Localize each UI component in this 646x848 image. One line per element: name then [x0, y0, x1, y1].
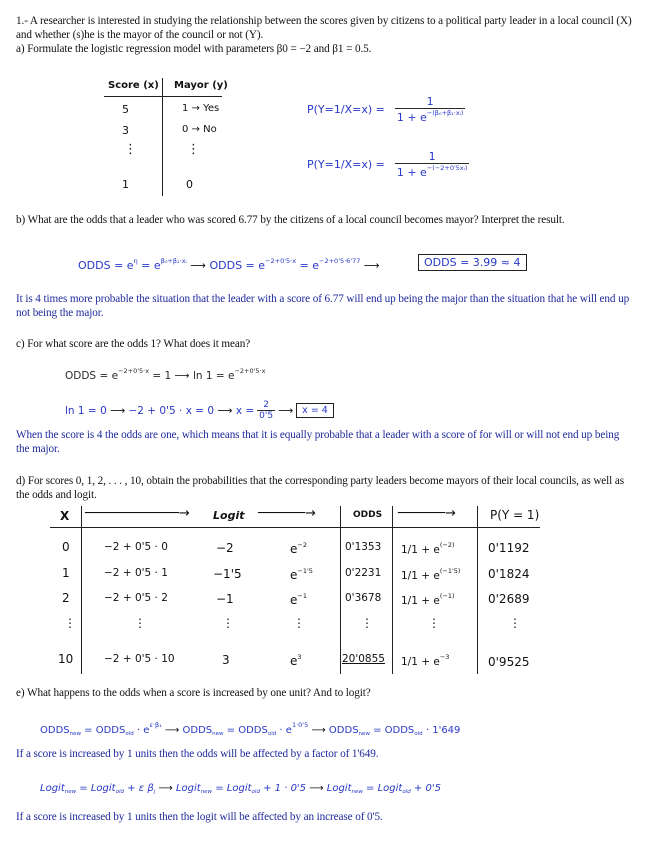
row-0-pformula: $1/1 + e^{(-2)}$ [401, 541, 455, 556]
row-3-pformula: ⋮ [428, 616, 440, 630]
row-1-logit: −1'5 [213, 567, 242, 581]
small-row-1-score: 5 [122, 103, 129, 116]
row-1-expr: −2 + 0'5 · 1 [104, 567, 168, 579]
row-2-exp: $e^{-1}$ [290, 592, 307, 607]
row-4-exp: $e^3$ [290, 653, 302, 668]
row-4-pformula: $1/1 + e^{-3}$ [401, 653, 450, 668]
part-e-prompt: e) What happens to the odds when a score is increased by one unit? And to logit? [16, 687, 371, 699]
row-1-prob: 0'1824 [488, 567, 530, 581]
logit-change-equation: Logit$_{new}$ = Logit$_{old}$ + ε $\beta_j$ ⟶ Logit$_{new}$ = Logit$_{old}$ + 1 · 0'5 ⟶ Logit$_{new}$ = Logit$_{old}$ + 0'5 [40, 783, 441, 795]
odds-equation-c1: ODDS = $e^{-2+0'5\cdot x} = 1$ ⟶ $\ln 1 = e^{-2+0'5\cdot x}$ [65, 367, 266, 382]
part-d-prompt: d) For scores 0, 1, 2, . . . , 10, obtain the probabilities that the corresponding party leaders become mayors of their local councils, as well as the odds and logit. [16, 475, 625, 501]
row-2-expr: −2 + 0'5 · 2 [104, 592, 168, 604]
row-0-exp: $e^{-2}$ [290, 541, 307, 556]
row-4-expr: −2 + 0'5 · 10 [104, 653, 175, 665]
row-0-logit: −2 [216, 541, 234, 555]
row-3-expr: ⋮ [134, 616, 146, 630]
row-0-odds: 0'1353 [345, 541, 382, 553]
row-1-x: 1 [62, 566, 70, 580]
mayor-header: Mayor (y) [174, 80, 228, 91]
row-3-logit: ⋮ [222, 616, 234, 630]
small-row-3-score: ⋮ [124, 142, 137, 157]
header-arrow-2: ──────→ [258, 506, 316, 521]
row-0-x: 0 [62, 540, 70, 554]
row-3-odds: ⋮ [361, 616, 373, 630]
row-2-prob: 0'2689 [488, 592, 530, 606]
row-2-pformula: $1/1 + e^{(-1)}$ [401, 592, 455, 607]
small-row-2-score: 3 [122, 124, 129, 137]
row-0-expr: −2 + 0'5 · 0 [104, 541, 168, 553]
model-general: P(Y=1/X=x) = $\frac{1}{1 + e^{-(\beta_0+\beta_1\cdot xᵢ)}}$ [307, 95, 464, 124]
odds-result-box: ODDS = 3.99 ≈ 4 [418, 254, 527, 271]
part-a-prompt: a) Formulate the logistic regression model with parameters β0 = −2 and β1 = 0.5. [16, 43, 372, 55]
part-c-prompt: c) For what score are the odds 1? What does it mean? [16, 338, 251, 350]
small-row-1-mayor: 1 → Yes [182, 103, 220, 114]
row-0-prob: 0'1192 [488, 541, 530, 555]
score-header: Score (x) [108, 80, 159, 91]
header-logit: Logit [213, 509, 245, 522]
model-fitted: P(Y=1/X=x) = $\frac{1}{1 + e^{-(-2+0'5xᵢ)}}$ [307, 150, 468, 179]
row-3-x: ⋮ [64, 616, 76, 630]
part-b-prompt: b) What are the odds that a leader who was scored 6.77 by the citizens of a local council becomes mayor? Interpret the result. [16, 214, 565, 226]
row-4-logit: 3 [222, 653, 230, 667]
header-odds: ODDS [353, 510, 383, 520]
part-b-answer: It is 4 times more probable the situation that the leader with a score of 6.77 will end up being the major than the situation that he will end up not being the major. [16, 293, 630, 319]
part-c-answer: When the score is 4 the odds are one, which means that it is equally probable that a leader with a score of for will or will not end up being the major. [16, 429, 620, 455]
score-result-box: x = 4 [296, 403, 334, 418]
logit-change-answer: If a score is increased by 1 units then the logit will be affected by an increase of 0'5. [16, 811, 383, 823]
header-arrow-3: ──────→ [398, 506, 456, 521]
odds-equation-c2: ln 1 = 0 ⟶ −2 + 0'5 · x = 0 ⟶ x = $\frac{2}{0'5}$ ⟶ x = 4 [65, 400, 334, 421]
row-2-odds: 0'3678 [345, 592, 382, 604]
odds-equation-b: ODDS = $e^\eta = e^{\beta_0+\beta_1\cdot xᵢ}$ ⟶ ODDS = $e^{-2+0'5\cdot x} = e^{-2+0'5\cdot 6'77}$ ⟶ [78, 257, 380, 272]
small-row-4-mayor: 0 [186, 178, 193, 191]
small-row-4-score: 1 [122, 178, 129, 191]
row-2-x: 2 [62, 591, 70, 605]
row-2-logit: −1 [216, 592, 234, 606]
row-1-pformula: $1/1 + e^{(-1'5)}$ [401, 567, 461, 582]
row-3-prob: ⋮ [509, 616, 521, 630]
header-probability: P(Y = 1) [490, 508, 540, 522]
small-row-2-mayor: 0 → No [182, 124, 217, 135]
row-1-odds: 0'2231 [345, 567, 382, 579]
row-4-prob: 0'9525 [488, 655, 530, 669]
header-x: X [60, 509, 70, 523]
header-arrow-1: ────────────→ [85, 506, 190, 521]
small-row-3-mayor: ⋮ [187, 142, 200, 157]
odds-change-equation: $ODDS_{new}$ = $ODDS_{old} \cdot e^{\varepsilon\cdot\beta_1}$ ⟶ $ODDS_{new}$ = $ODDS_{old} \cdot e^{1\cdot 0'5}$ ⟶ $ODDS_{new}$ = $ODDS_{old} \cdot 1'649$ [40, 721, 461, 737]
row-1-exp: $e^{-1'5}$ [290, 567, 313, 582]
odds-change-answer: If a score is increased by 1 units then the odds will be affected by a factor of 1'649. [16, 748, 379, 760]
problem-intro: 1.- A researcher is interested in studying the relationship between the scores given by citizens to a political party leader in a local council (X) and whether (s)he is the mayor of the council or not (Y). [16, 15, 632, 41]
row-3-exp: ⋮ [293, 616, 305, 630]
row-4-odds: 20'0855 [342, 653, 385, 665]
row-4-x: 10 [58, 652, 74, 666]
